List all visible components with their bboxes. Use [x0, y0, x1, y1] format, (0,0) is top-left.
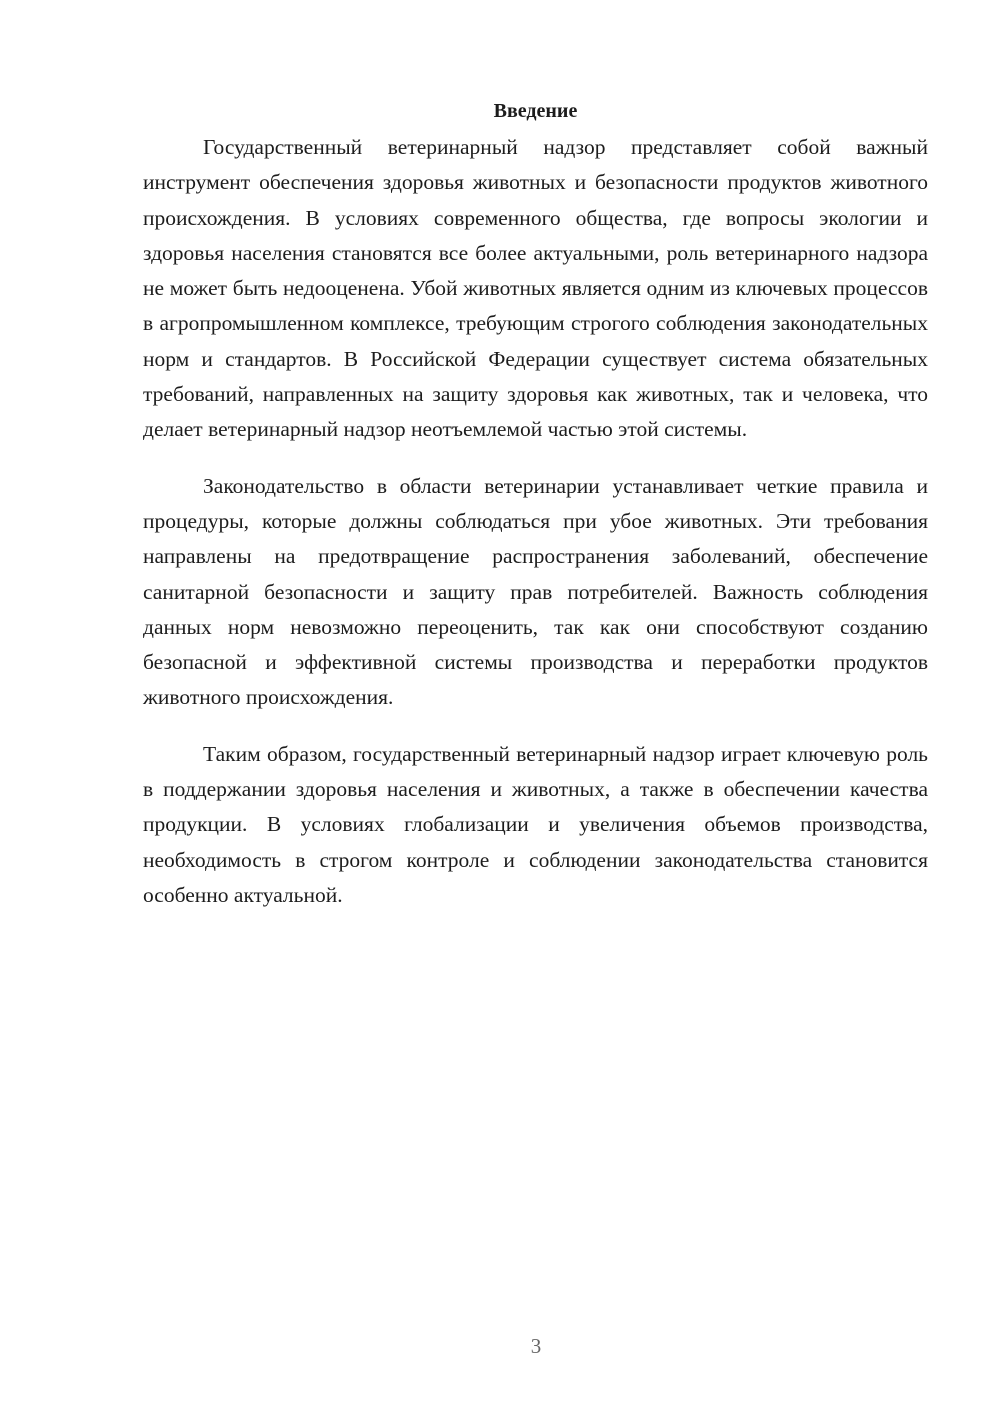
paragraph-3: Таким образом, государственный ветеринарный надзор играет ключевую роль в поддержании здоровья населения и животных, а также в обеспечении качества продукции. В условиях глобализации и увеличения объемов производства, необходимость в строгом контроле и соблюдении законодательства становится особенно актуальной. [143, 741, 928, 907]
document-body [143, 96, 928, 913]
page-number: 3 [530, 1334, 542, 1358]
section-heading: Введение [493, 100, 578, 122]
paragraph-1: Государственный ветеринарный надзор представляет собой важный инструмент обеспечения здоровья животных и безопасности продуктов животного происхождения. В условиях современного общества, где вопросы экологии и здоровья населения становятся все более актуальными, роль ветеринарного надзора не может быть недооценена. Убой животных является одним из ключевых процессов в агропромышленном комплексе, требующим строгого соблюдения законодательных норм и стандартов. В Российской Федерации существует система обязательных требований, направленных на защиту здоровья как животных, так и человека, что делает ветеринарный надзор неотъемлемой частью этой системы. [143, 135, 928, 442]
paragraph-2: Законодательство в области ветеринарии устанавливает четкие правила и процедуры, которые должны соблюдаться при убое животных. Эти требования направлены на предотвращение распространения заболеваний, обеспечение санитарной безопасности и защиту прав потребителей. Важность соблюдения данных норм невозможно переоценить, так как они способствуют созданию безопасной и эффективной системы производства и переработки продуктов животного происхождения. [143, 473, 928, 710]
